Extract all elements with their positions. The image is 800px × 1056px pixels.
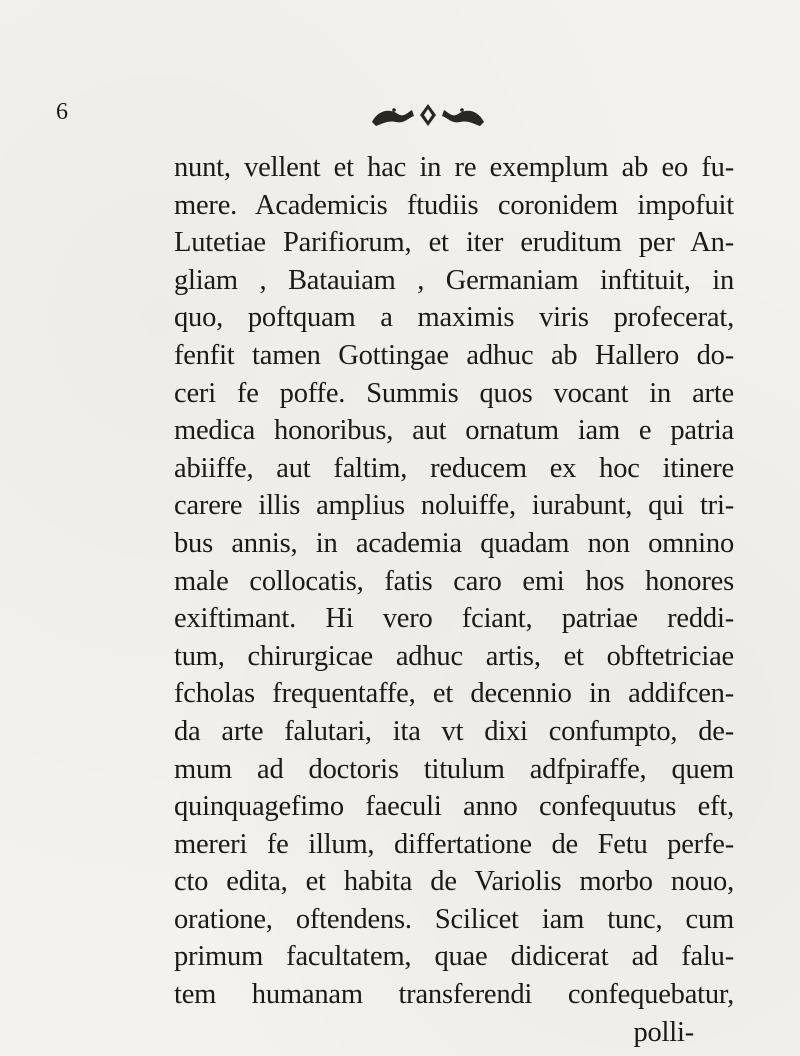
text-line: mereri fe illum, differtatione de Fetu perfe- [174, 828, 734, 860]
text-line: primum facultatem, quae didicerat ad falu- [174, 941, 734, 973]
text-line: bus annis, in academia quadam non omnino [174, 527, 734, 559]
text-line: Lutetiae Parifiorum, et iter eruditum per An- [174, 227, 734, 259]
text-line: tem humanam transferendi confequebatur, [174, 979, 734, 1011]
text-line: tum, chirurgicae adhuc artis, et obftetriciae [174, 640, 734, 672]
text-line: da arte falutari, ita vt dixi confumpto, de- [174, 715, 734, 747]
text-line: nunt, vellent et hac in re exemplum ab eo fu- [174, 152, 734, 183]
text-line: male collocatis, fatis caro emi hos honores [174, 565, 734, 597]
text-line: fenfit tamen Gottingae adhuc ab Hallero do- [174, 339, 734, 371]
text-line: gliam , Batauiam , Germaniam inftituit, in [174, 264, 734, 296]
text-line: oratione, oftendens. Scilicet iam tunc, cum [174, 903, 734, 935]
text-line: medica honoribus, aut ornatum iam e patria [174, 415, 734, 447]
catchword: polli- [633, 1016, 694, 1048]
text-line: carere illis amplius noluiffe, iurabunt, qui tri- [174, 490, 734, 522]
printer-ornament-icon [368, 100, 488, 130]
text-line: mere. Academicis ftudiis coronidem impofuit [174, 189, 734, 221]
page-number: 6 [56, 99, 68, 125]
text-line: exiftimant. Hi vero fciant, patriae reddi- [174, 603, 734, 635]
body-text [174, 149, 734, 1051]
text-line: quinquagefimo faeculi anno confequutus eft, [174, 791, 734, 823]
text-line: fcholas frequentaffe, et decennio in addifcen- [174, 678, 734, 710]
text-line: mum ad doctoris titulum adfpiraffe, quem [174, 753, 734, 785]
text-line: abiiffe, aut faltim, reducem ex hoc itinere [174, 452, 734, 484]
text-line: ceri fe poffe. Summis quos vocant in arte [174, 377, 734, 409]
text-line: quo, poftquam a maximis viris profecerat, [174, 302, 734, 334]
text-line: cto edita, et habita de Variolis morbo nouo, [174, 866, 734, 898]
